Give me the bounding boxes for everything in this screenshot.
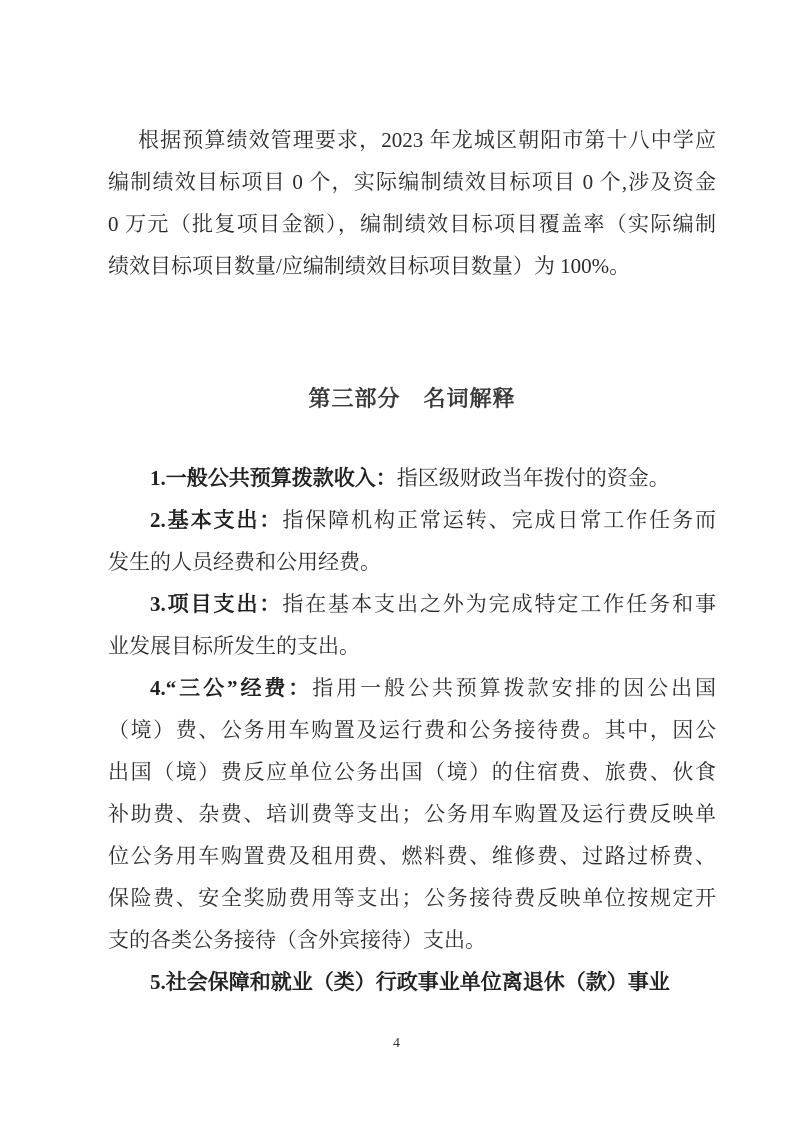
term-label: 5.社会保障和就业（类）行政事业单位离退休（款）事业 <box>150 970 670 994</box>
text-line <box>108 961 716 1003</box>
page-number: 4 <box>393 1036 400 1051</box>
term-label: 1.一般公共预算拨款收入： <box>150 466 397 490</box>
glossary-item <box>108 583 716 667</box>
document-content <box>108 119 716 1003</box>
text-line: 支的各类公务接待（含外宾接待）支出。 <box>108 928 486 952</box>
text-line <box>108 583 716 625</box>
glossary-item <box>108 499 716 583</box>
text-line: 保险费、安全奖励费用等支出；公务接待费反映单位按规定开 <box>108 886 716 910</box>
term-label: 2.基本支出： <box>150 508 283 532</box>
text-line: 0 万元（批复项目金额），编制绩效目标项目覆盖率（实际编制 <box>108 212 716 236</box>
glossary-item <box>108 457 716 499</box>
text-line: 发生的人员经费和公用经费。 <box>108 550 381 574</box>
term-label: 3.项目支出： <box>150 592 283 616</box>
page-footer <box>0 1034 793 1052</box>
text-line <box>108 499 716 541</box>
term-definition: 指在基本支出之外为完成特定工作任务和事 <box>282 592 716 616</box>
text-line <box>108 667 716 709</box>
text-line: 编制绩效目标项目 0 个，实际编制绩效目标项目 0 个,涉及资金 <box>108 170 716 194</box>
text-line: 位公务用车购置费及租用费、燃料费、维修费、过路过桥费、 <box>108 844 716 868</box>
term-definition: 指用一般公共预算拨款安排的因公出国 <box>312 676 716 700</box>
section-title: 第三部分 名词解释 <box>308 386 516 411</box>
glossary-item <box>108 961 716 1003</box>
text-line: 绩效目标项目数量/应编制绩效目标项目数量）为 100%。 <box>108 254 631 278</box>
glossary-item <box>108 667 716 961</box>
glossary-list <box>108 457 716 1003</box>
text-line: 业发展目标所发生的支出。 <box>108 634 360 658</box>
text-line: 出国（境）费反应单位公务出国（境）的住宿费、旅费、伙食 <box>108 760 716 784</box>
text-line: （境）费、公务用车购置及运行费和公务接待费。其中，因公 <box>108 718 716 742</box>
term-label: 4.“三公”经费： <box>150 676 313 700</box>
text-line <box>108 457 716 499</box>
text-line: 根据预算绩效管理要求，2023 年龙城区朝阳市第十八中学应 <box>138 128 716 152</box>
text-line: 补助费、杂费、培训费等支出；公务用车购置及运行费反映单 <box>108 802 716 826</box>
term-definition: 指区级财政当年拨付的资金。 <box>396 466 670 490</box>
term-definition: 指保障机构正常运转、完成日常工作任务而 <box>282 508 716 532</box>
intro-paragraph <box>108 119 716 287</box>
